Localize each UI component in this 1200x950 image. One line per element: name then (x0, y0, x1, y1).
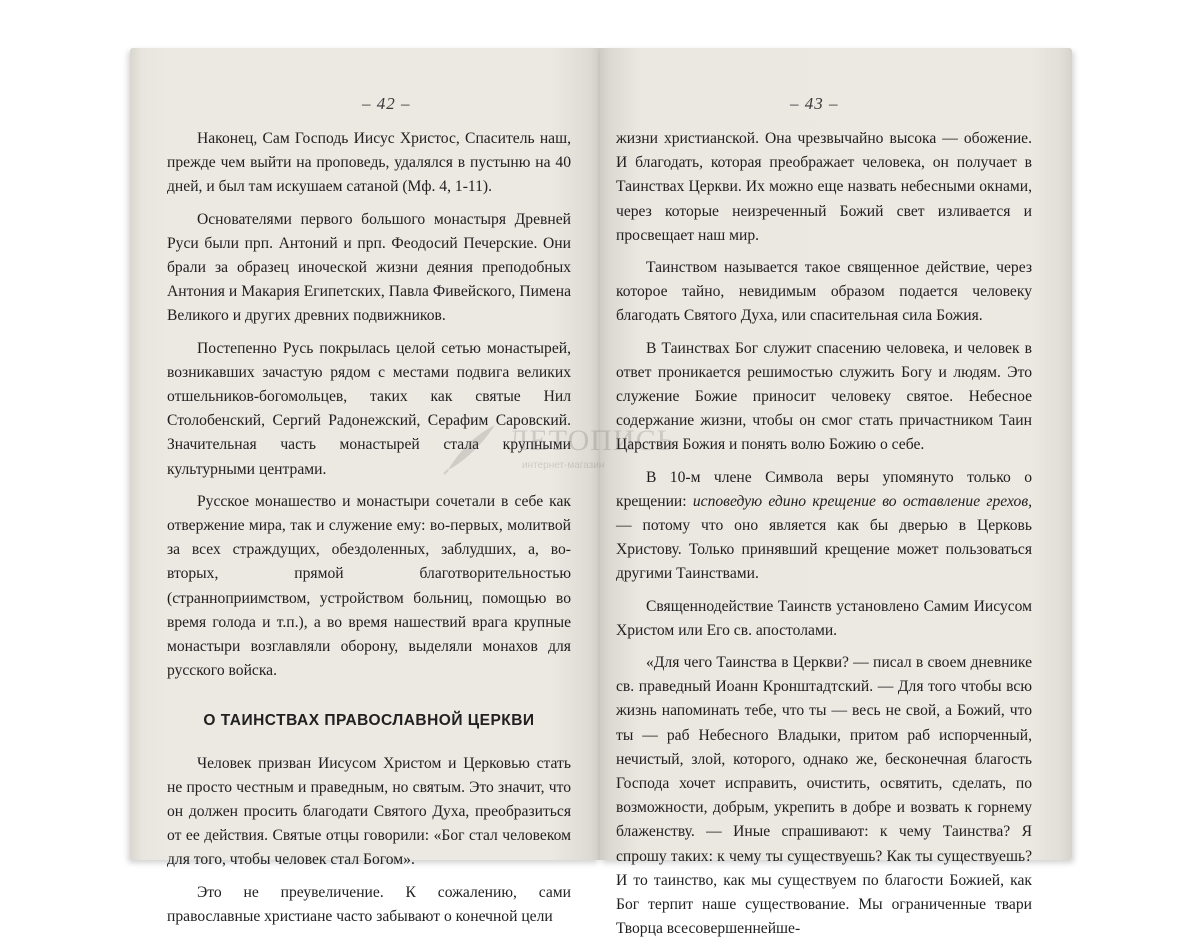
paragraph: Русское монашество и монастыри сочетали в себе как отвержение мира, так и служение ему: во-первых, молитвой за всех страждущих, обездоленных, заблудших, а, во-вторых, прямой благотворительностью (странноприимством, устройством больниц, помощью во время голода и т.п.), а во время нашествий врага крупные монастыри возглавляли оборону, выделяли монахов для русского войска. (167, 492, 571, 680)
paragraph: Основателями первого большого монастыря Древней Руси были прп. Антоний и прп. Феодосий Печерские. Они брали за образец иноческой жизни деяния преподобных Антония и Макария Египетских, Павла Фивейского, Пимена Великого и других древних подвижников. (167, 210, 571, 325)
right-page-text (616, 127, 1032, 950)
quill-logo-icon (440, 420, 500, 475)
creed-text-before: В 10-м члене Символа веры упомянуто только о крещении: (616, 468, 1032, 510)
paragraph: Это не преувеличение. К сожалению, сами православные христиане часто забывают о конечной цели (167, 883, 571, 925)
paragraph-creed (616, 466, 1032, 587)
paragraph: «Для чего Таинства в Церкви? — писал в своем дневнике св. праведный Иоанн Кронштадтский. — Для того чтобы всю жизнь напоминать тебе, что ты — весь не свой, а Божий, что ты — раб Небесного Владыки, притом раб испорченный, нечистый, злой, которого, однако же, бесконечная благость Господа хочет исправить, очистить, освятить, сделать, по возможности, добрым, укрепить в добре и возвать к горнему блаженству. — Иные спрашивают: к чему Таинства? Я спрошу таких: к чему ты существуешь? Как ты существуешь? И то таинство, как мы существуем по благости Божией, как Бог терпит наше существование. Мы ограниченные твари Творца всесовершеннейше- (616, 654, 1032, 938)
paragraph: Наконец, Сам Господь Иисус Христос, Спаситель наш, прежде чем выйти на проповедь, удалялся в пустыню на 40 дней, и был там искушаем сатаной (Мф. 4, 1-11). (167, 130, 571, 196)
section-heading: О ТАИНСТВАХ ПРАВОСЛАВНОЙ ЦЕРКВИ (203, 712, 535, 730)
page-number-left: – 42 – (362, 94, 411, 113)
paragraph: Таинством называется такое священное действие, через которое тайно, невидимым образом подается человеку благодать Святого Духа, или спасительная сила Божия. (616, 259, 1032, 325)
watermark-subtitle: интернет-магазин (522, 460, 605, 471)
watermark (430, 420, 760, 480)
paragraph: Человек призван Иисусом Христом и Церковью стать не просто честным и праведным, но святым. Это значит, что он должен просить благодати Святого Духа, преобразиться от ее действия. Святые отцы говорили: «Бог стал человеком для того, чтобы человек стал Богом». (167, 754, 571, 869)
watermark-title: ЛЕТОПИСЬ (508, 424, 675, 457)
paragraph: Священнодействие Таинств установлено Самим Иисусом Христом или Его св. апостолами. (616, 597, 1032, 639)
creed-quote-italic: исповедую едино крещение во оставление грехов, (692, 492, 1032, 510)
creed-text-after: — потому что оно является как бы дверью в Церковь Христову. Только принявший крещение может пользоваться другими Таинствами. (616, 517, 1032, 583)
page-number-right: – 43 – (790, 94, 839, 113)
paragraph-continued: жизни христианской. Она чрезвычайно высока — обожение. И благодать, которая преображает человека, он получает в Таинствах Церкви. Их можно еще назвать небесными окнами, через которые неизреченный Божий свет изливается и просвещает наш мир. (616, 130, 1032, 244)
paragraph: Постепенно Русь покрылась целой сетью монастырей, возникавших зачастую рядом с местами подвига великих отшельников-богомольцев, таких как святые Нил Столобенский, Сергий Радонежский, Серафим Саровский. Значительная часть монастырей стала крупными культурными центрами. (167, 339, 571, 478)
left-page-text (167, 127, 571, 937)
paragraph: В Таинствах Бог служит спасению человека, и человек в ответ проникается решимостью служить Богу и людям. Это служение Божие приносит человеку святое. Небесное содержание жизни, чтобы он смог стать причастником Таин Царствия Божия и понять волю Божию о себе. (616, 339, 1032, 454)
